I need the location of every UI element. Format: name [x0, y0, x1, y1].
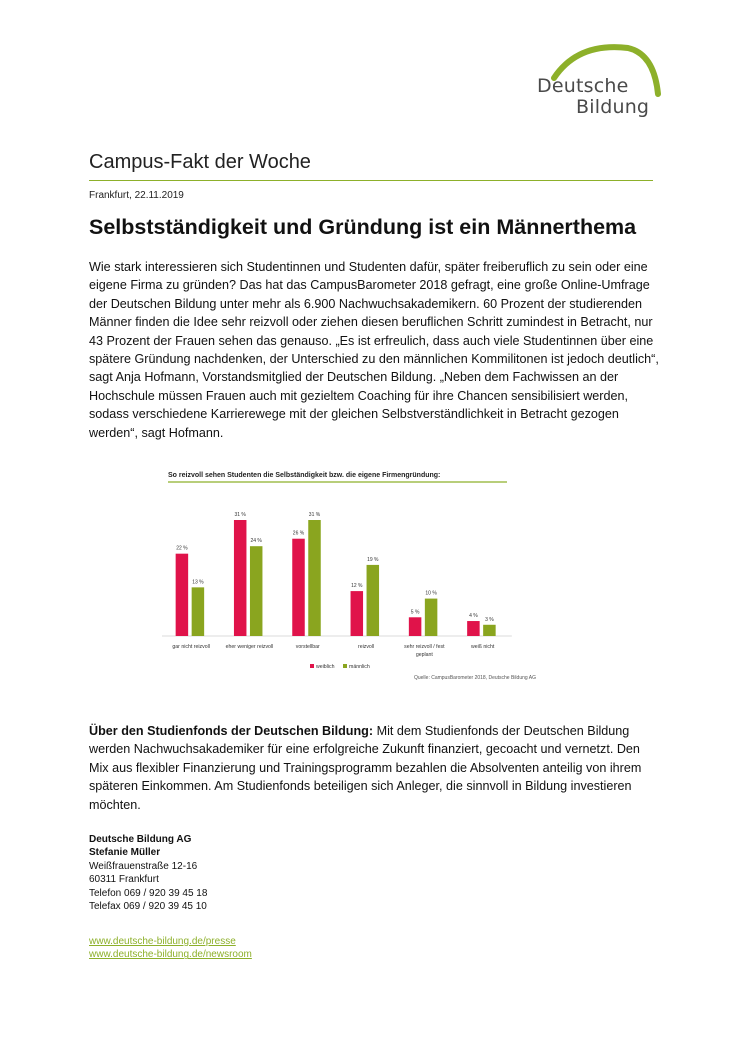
bar-männlich-5 [483, 625, 496, 636]
bar-chart [160, 463, 536, 688]
data-label-männlich-0: 13 % [192, 579, 204, 586]
bar-männlich-0 [192, 587, 205, 636]
about-text: Mit dem Studienfonds der Deutschen Bildung werden Nachwuchsakademiker für eine erfolgreiche Zukunft finanziert, gecoacht und vernetzt. Den Mix aus flexibler Finanzierung und Trainingsprogramm bezahlen die Absolventen anteilig von ihrem späteren Einkommen. Am Studienfonds beteiligen sich Anleger, die sinnvoll in Bildung investieren möchten. [89, 724, 642, 812]
data-label-weiblich-2: 26 % [292, 530, 305, 537]
data-label-weiblich-1: 31 % [234, 512, 246, 518]
legend-swatch-weiblich [310, 664, 314, 668]
bar-weiblich-2 [292, 539, 305, 636]
data-label-männlich-2: 31 % [308, 512, 321, 518]
data-label-männlich-3: 19 % [367, 556, 379, 563]
contact-person: Stefanie Müller [89, 847, 161, 859]
data-label-weiblich-4: 5 % [410, 609, 420, 616]
about-paragraph [89, 722, 659, 814]
contact-phone: Telefon 069 / 920 39 45 18 [89, 887, 208, 899]
contact-street: Weißfrauenstraße 12-16 [89, 860, 198, 872]
bar-weiblich-5 [467, 621, 480, 636]
x-tick-label-1: eher weniger reizvoll [225, 644, 274, 650]
x-tick-label-0: gar nicht reizvoll [172, 644, 210, 650]
contact-company: Deutsche Bildung AG [89, 834, 192, 845]
bar-weiblich-0 [176, 554, 189, 636]
contact-block [89, 833, 207, 913]
links-block [89, 935, 252, 962]
legend-label-männlich: männlich [349, 664, 370, 670]
x-tick-label-3: reizvoll [357, 644, 375, 650]
contact-city: 60311 Frankfurt [89, 874, 159, 886]
data-label-männlich-5: 3 % [485, 616, 494, 623]
legend-label-weiblich: weiblich [316, 664, 335, 670]
logo-text-deutsche: Deutsche [537, 75, 629, 97]
header-divider [89, 180, 653, 181]
bar-männlich-2 [308, 520, 321, 636]
chart-source: Quelle: CampusBarometer 2018, Deutsche Bildung AG [413, 675, 536, 681]
about-label: Über den Studienfonds der Deutschen Bildung: [89, 724, 374, 738]
contact-fax: Telefax 069 / 920 39 45 10 [89, 901, 207, 913]
newsroom-link[interactable]: www.deutsche-bildung.de/newsroom [89, 949, 252, 961]
deutsche-bildung-logo [528, 44, 668, 124]
bar-weiblich-4 [409, 617, 422, 636]
chart-title: So reizvoll sehen Studenten die Selbständigkeit bzw. die eigene Firmengründung: [168, 472, 441, 479]
article-body: Wie stark interessieren sich Studentinnen und Studenten dafür, später freiberuflich zu sein oder eine eigene Firma zu gründen? Das hat das CampusBarometer 2018 gefragt, eine große Online-Umfrage der Deutschen Bildung unter mehr als 6.900 Nachwuchsakademikern. 60 Prozent der studierenden Männer finden die Idee sehr reizvoll oder ziehen diesen beruflichen Schritt zumindest in Betracht, nur 43 Prozent der Frauen sehen das genauso. „Es ist erfreulich, dass auch viele Studentinnen über eine spätere Gründung nachdenken, der Unterschied zu den männlichen Kommilitonen ist jedoch deutlich“, sagt Anja Hofmann, Vorstandsmitglied der Deutschen Bildung. „Neben dem Fachwissen an der Hochschule müssen Frauen auch mit gezieltem Coaching für ihre Chancen sensibilisiert werden, sodass verschiedene Karrierewege mit der gleichen Selbstverständlichkeit in Betracht gezogen werden“, sagt Hofmann. [89, 260, 659, 440]
bar-männlich-4 [425, 599, 438, 636]
section-kicker: Campus-Fakt der Woche [89, 151, 311, 173]
bar-weiblich-1 [234, 520, 247, 636]
x-tick-label-2: vorstellbar [295, 644, 320, 650]
dateline: Frankfurt, 22.11.2019 [89, 190, 184, 201]
data-label-männlich-4: 10 % [425, 590, 437, 597]
bar-männlich-1 [250, 546, 263, 636]
x-tick-label-5: weiß nicht [470, 644, 495, 650]
legend-swatch-männlich [343, 664, 347, 668]
page-title: Selbstständigkeit und Gründung ist ein Männerthema [89, 215, 637, 239]
bar-männlich-3 [367, 565, 380, 636]
chart-canvas [160, 463, 536, 688]
bar-weiblich-3 [351, 591, 364, 636]
data-label-weiblich-5: 4 % [469, 613, 478, 620]
data-label-weiblich-3: 12 % [351, 583, 363, 590]
logo-text-bildung: Bildung [576, 96, 650, 118]
x-tick-label-4: sehr reizvoll / fest geplant [404, 644, 445, 658]
data-label-weiblich-0: 22 % [176, 545, 188, 552]
press-link[interactable]: www.deutsche-bildung.de/presse [89, 936, 236, 947]
data-label-männlich-1: 24 % [250, 538, 262, 545]
